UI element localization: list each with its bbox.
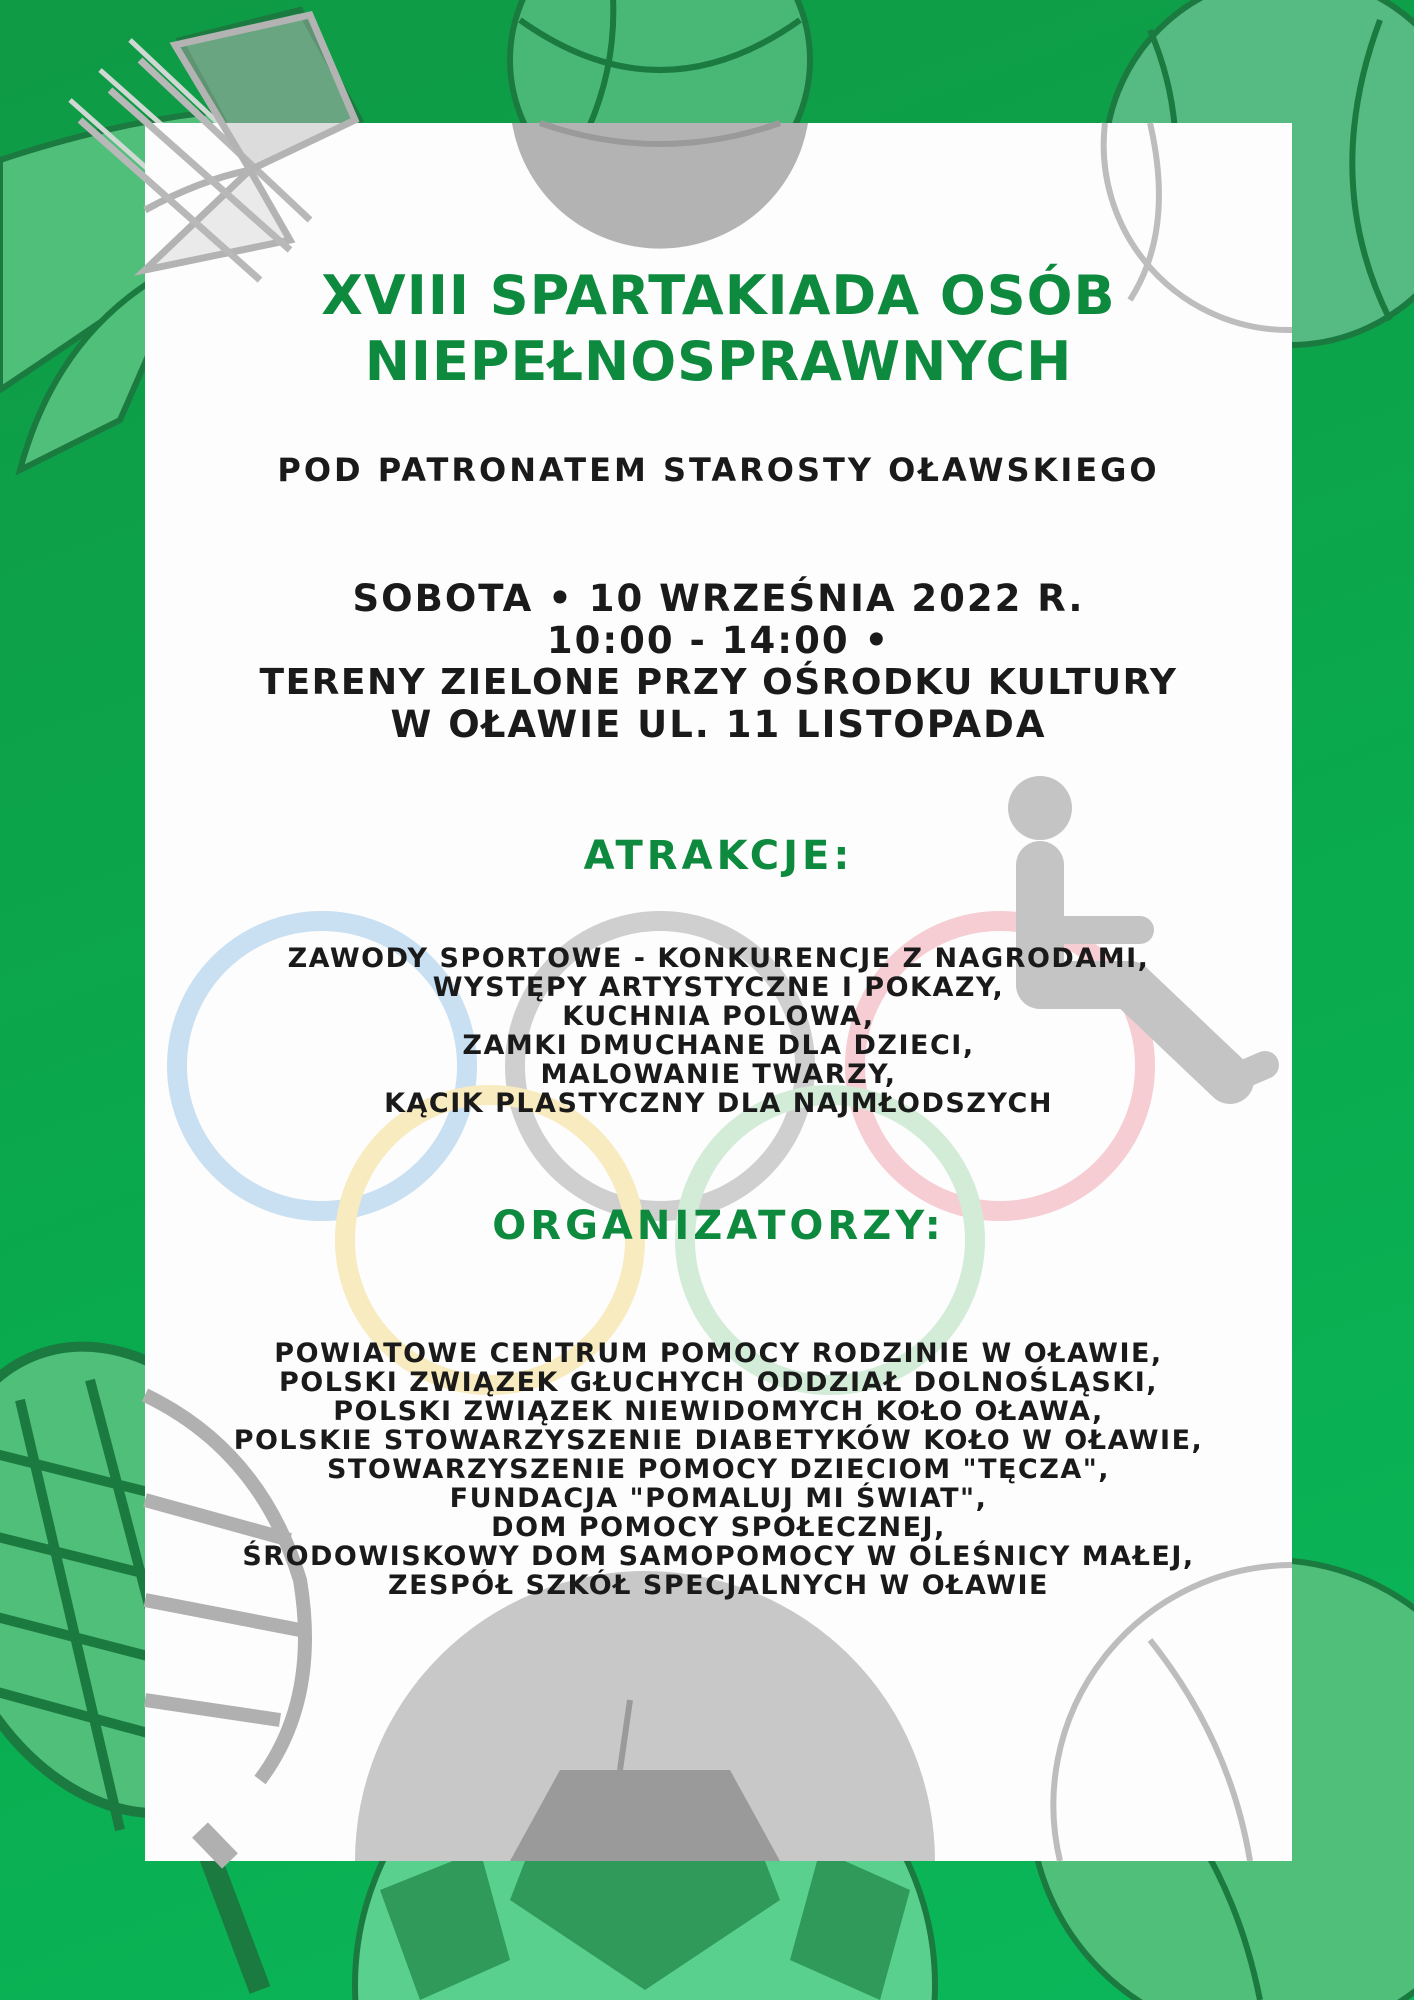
title-line-1: XVIII SPARTAKIADA OSÓB	[321, 264, 1116, 327]
list-item: KUCHNIA POLOWA,	[562, 1001, 875, 1032]
list-item: STOWARZYSZENIE POMOCY DZIECIOM "TĘCZA",	[326, 1454, 1111, 1485]
list-item: MALOWANIE TWARZY,	[540, 1059, 897, 1090]
list-item: ŚRODOWISKOWY DOM SAMOPOMOCY W OLEŚNICY MAŁEJ,	[242, 1541, 1195, 1572]
list-item: WYSTĘPY ARTYSTYCZNE I POKAZY,	[432, 972, 1005, 1003]
list-item: POWIATOWE CENTRUM POMOCY RODZINIE W OŁAWIE,	[274, 1338, 1163, 1369]
title-line-2: NIEPEŁNOSPRAWNYCH	[364, 330, 1073, 393]
patronage-subtitle: POD PATRONATEM STAROSTY OŁAWSKIEGO	[277, 451, 1160, 489]
list-item: DOM POMOCY SPOŁECZNEJ,	[491, 1512, 946, 1543]
event-date: SOBOTA • 10 WRZEŚNIA 2022 R.	[352, 577, 1085, 620]
list-item: POLSKI ZWIĄZEK GŁUCHYCH ODDZIAŁ DOLNOŚLĄSKI,	[278, 1367, 1159, 1398]
organizers-list	[145, 1339, 1292, 1600]
list-item: POLSKI ZWIĄZEK NIEWIDOMYCH KOŁO OŁAWA,	[333, 1396, 1104, 1427]
list-item: ZAMKI DMUCHANE DLA DZIECI,	[462, 1030, 975, 1061]
page-title	[145, 263, 1292, 395]
list-item: ZAWODY SPORTOWE - KONKURENCJE Z NAGRODAMI,	[287, 943, 1150, 974]
attractions-heading: ATRAKCJE:	[583, 833, 854, 879]
event-time: 10:00 - 14:00 •	[546, 619, 891, 662]
list-item: POLSKIE STOWARZYSZENIE DIABETYKÓW KOŁO W OŁAWIE,	[233, 1425, 1204, 1456]
event-place-line-1: TERENY ZIELONE PRZY OŚRODKU KULTURY	[259, 662, 1178, 703]
attractions-list	[145, 944, 1292, 1118]
content-panel-text	[145, 123, 1292, 1861]
list-item: FUNDACJA "POMALUJ MI ŚWIAT",	[449, 1483, 988, 1514]
event-place-line-2: W OŁAWIE UL. 11 LISTOPADA	[390, 703, 1047, 746]
list-item: KĄCIK PLASTYCZNY DLA NAJMŁODSZYCH	[384, 1088, 1053, 1119]
list-item: ZESPÓŁ SZKÓŁ SPECJALNYCH W OŁAWIE	[388, 1570, 1049, 1601]
organizers-heading: ORGANIZATORZY:	[492, 1203, 945, 1249]
event-details	[145, 578, 1292, 746]
